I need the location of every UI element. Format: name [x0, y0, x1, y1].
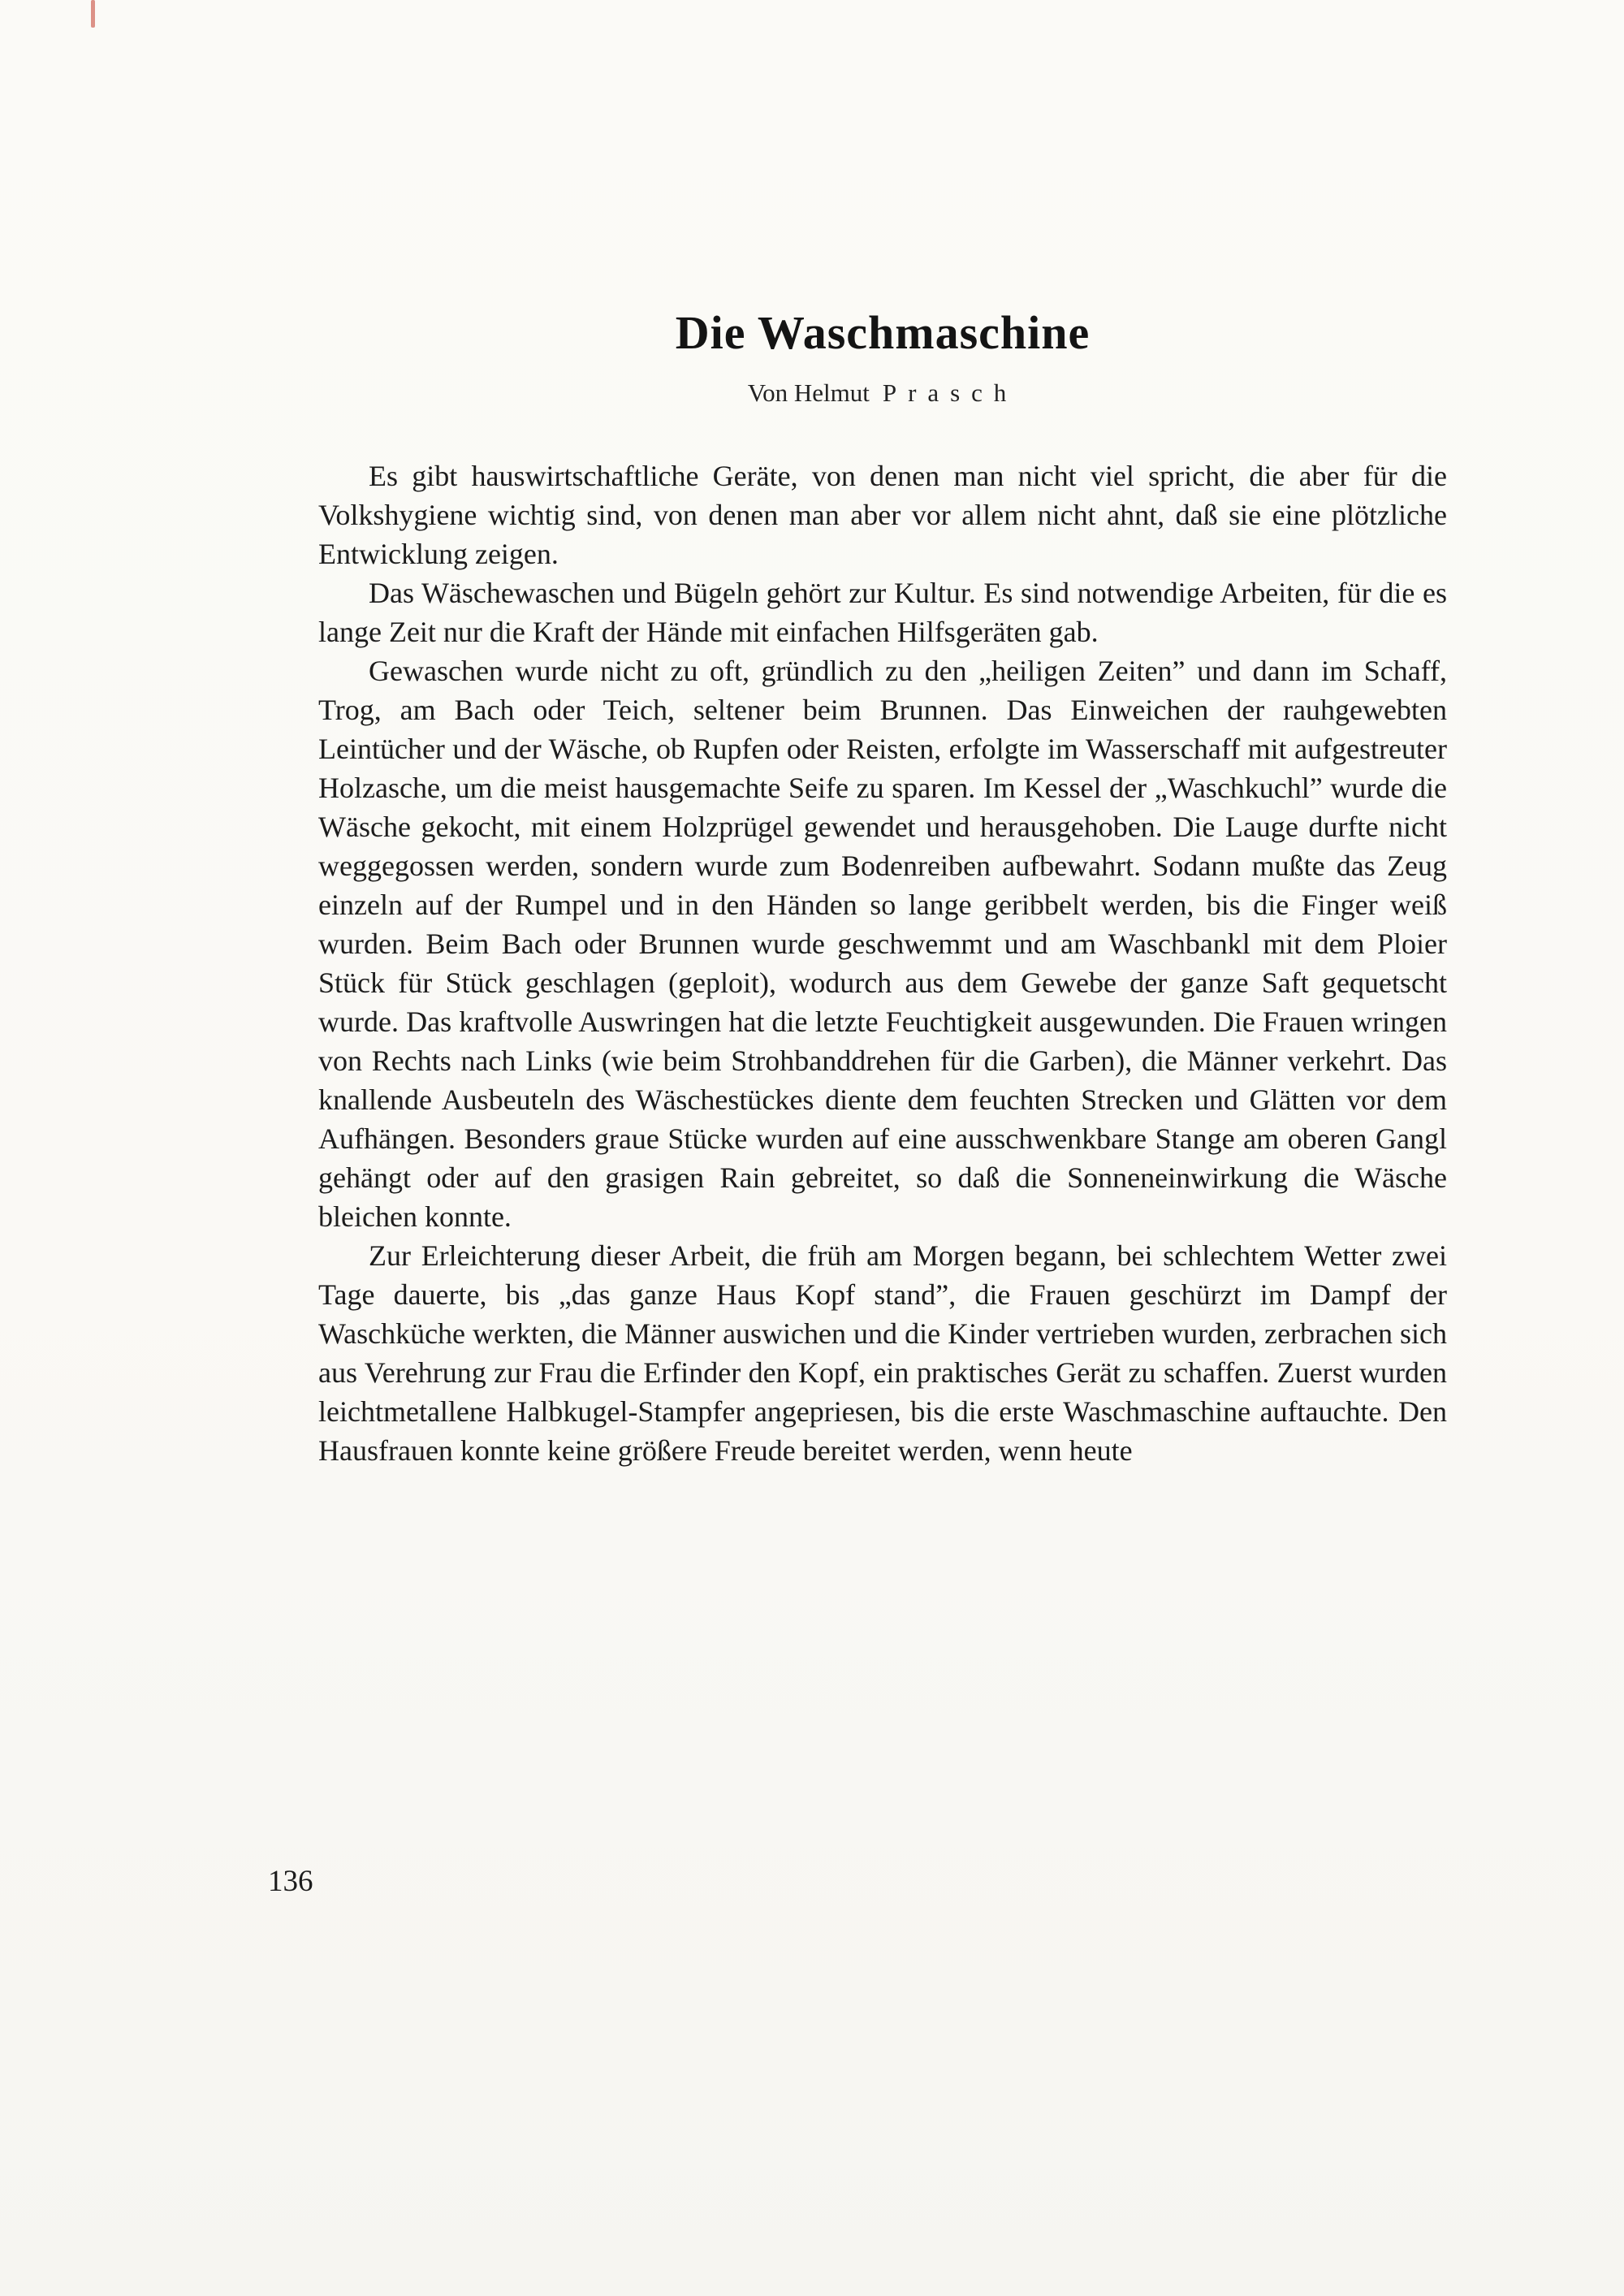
- body-text: [318, 456, 1447, 1470]
- paragraph-3: Gewaschen wurde nicht zu oft, gründlich zu den „heiligen Zeiten” und dann im Schaff, Trog, am Bach oder Teich, seltener beim Brunnen. Das Einweichen der rauhgewebten Leintücher und der Wäsche, ob Rupfen oder Reisten, erfolgte im Wasserschaff mit aufgestreuter Holzasche, um die meist hausgemachte Seife zu sparen. Im Kessel der „Waschkuchl” wurde die Wäsche gekocht, mit einem Holzprügel gewendet und herausgehoben. Die Lauge durfte nicht weggegossen werden, sondern wurde zum Bodenreiben aufbewahrt. Sodann mußte das Zeug einzeln auf der Rumpel und in den Händen so lange geribbelt werden, bis die Finger weiß wurden. Beim Bach oder Brunnen wurde geschwemmt und am Waschbankl mit dem Ploier Stück für Stück geschlagen (geploit), wodurch aus dem Gewebe der ganze Saft gequetscht wurde. Das kraftvolle Auswringen hat die letzte Feuchtigkeit ausgewunden. Die Frauen wringen von Rechts nach Links (wie beim Strohbanddrehen für die Garben), die Männer verkehrt. Das knallende Ausbeuteln des Wäschestückes diente dem feuchten Strecken und Glätten vor dem Aufhängen. Besonders graue Stücke wurden auf eine ausschwenkbare Stange am oberen Gangl gehängt oder auf den grasigen Rain gebreitet, so daß die Sonneneinwirkung die Wäsche bleichen konnte.: [318, 654, 1447, 1233]
- byline: [318, 378, 1447, 408]
- byline-prefix: Von Helmut: [747, 378, 870, 407]
- byline-author-name: Prasch: [882, 378, 1018, 407]
- scan-artifact-mark: [91, 0, 95, 28]
- page-title: Die Waschmaschine: [675, 306, 1091, 359]
- paragraph-2: Das Wäschewaschen und Bügeln gehört zur Kultur. Es sind notwendige Arbeiten, für die es lange Zeit nur die Kraft der Hände mit einfachen Hilfsgeräten gab.: [318, 576, 1447, 648]
- paragraph-1: Es gibt hauswirtschaftliche Geräte, von denen man nicht viel spricht, die aber für die Volkshygiene wichtig sind, von denen man aber vor allem nicht ahnt, daß sie eine plötzliche Entwicklung zeigen.: [318, 459, 1447, 570]
- paragraph-4: Zur Erleichterung dieser Arbeit, die früh am Morgen begann, bei schlechtem Wetter zwei Tage dauerte, bis „das ganze Haus Kopf stand”, die Frauen geschürzt im Dampf der Waschküche werkten, die Männer auswichen und die Kinder vertrieben wurden, zerbrachen sich aus Verehrung zur Frau die Erfinder den Kopf, ein praktisches Gerät zu schaffen. Zuerst wurden leichtmetallene Halbkugel-Stampfer angepriesen, bis die erste Waschmaschine auftauchte. Den Hausfrauen konnte keine größere Freude bereitet werden, wenn heute: [318, 1239, 1447, 1467]
- page-number: 136: [268, 1865, 313, 1898]
- text-block: [318, 307, 1447, 1470]
